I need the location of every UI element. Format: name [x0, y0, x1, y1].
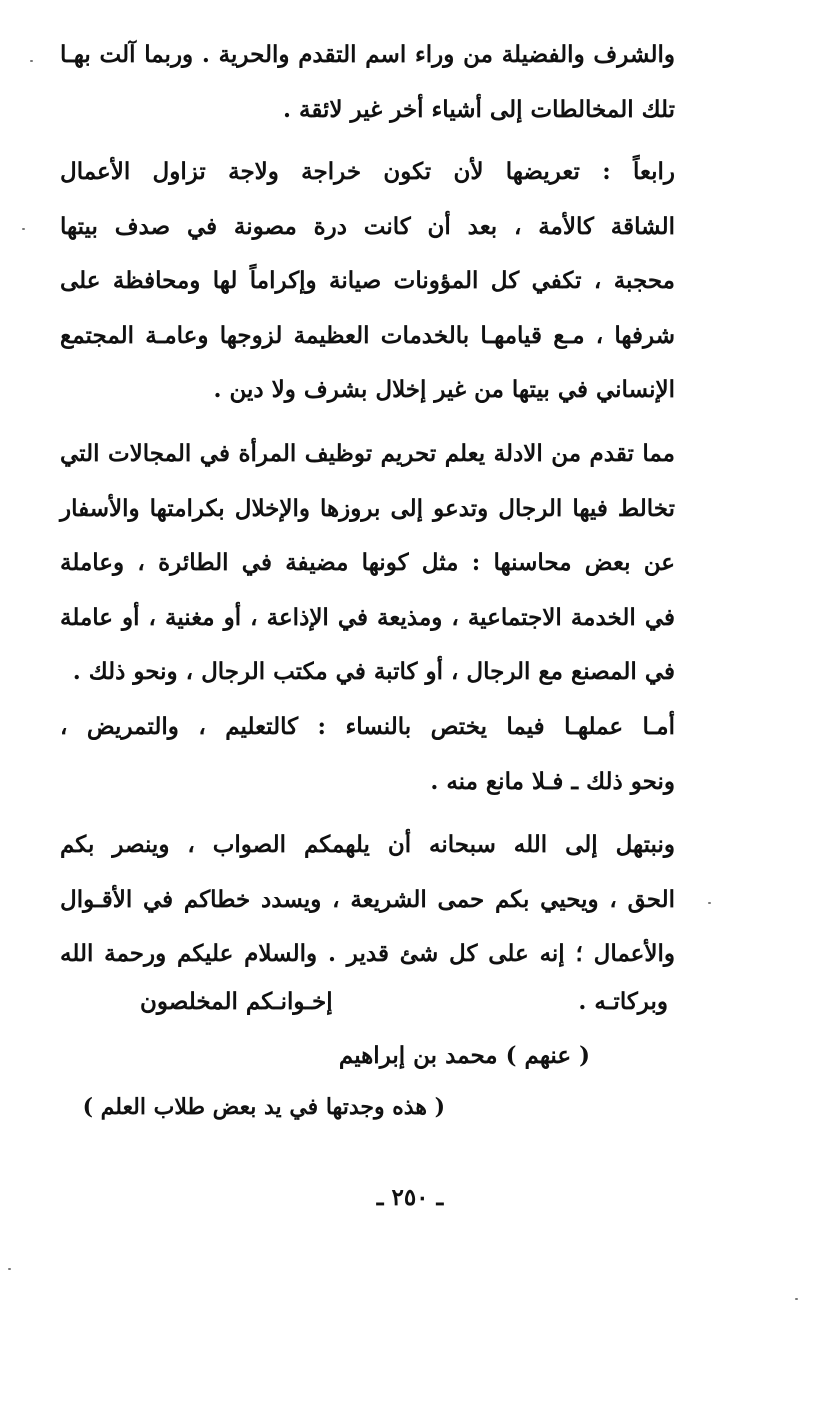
text-line: تلك المخالطات إلى أشياء أخر غير لائقة .	[283, 95, 675, 123]
scan-speck	[795, 1298, 798, 1300]
text-line: ونحو ذلك ـ فـلا مانع منه .	[430, 767, 675, 795]
text-line: والأعمال ؛ إنه على كل شئ قدير . والسلام عليكم ورحمة الله	[60, 940, 675, 967]
page-number: ـ ٢٥٠ ـ	[376, 1184, 444, 1211]
scan-speck	[8, 1268, 11, 1270]
scan-speck	[22, 228, 25, 230]
signature: إخـوانـكم المخلصون	[140, 988, 333, 1015]
text-line: شرفها ، مـع قيامهـا بالخدمات العظيمة لزوجها وعامـة المجتمع	[60, 321, 675, 349]
text-line: محجبة ، تكفي كل المؤونات صيانة وإكراماً لها ومحافظة على	[60, 267, 675, 294]
text-line: والشرف والفضيلة من وراء اسم التقدم والحرية . وربما آلت بهـا	[60, 41, 675, 68]
text-line: مما تقدم من الادلة يعلم تحريم توظيف المرأة في المجالات التي	[60, 440, 675, 467]
closing-word: وبركاتـه .	[578, 988, 668, 1015]
text-line: رابعاً : تعريضها لأن تكون خراجة ولاجة تزاول الأعمال	[60, 158, 675, 185]
text-line: في المصنع مع الرجال ، أو كاتبة في مكتب الرجال ، ونحو ذلك .	[72, 658, 675, 685]
paragraph-1	[60, 28, 675, 137]
paragraph-5	[60, 818, 675, 982]
text-line: ونبتهل إلى الله سبحانه أن يلهمكم الصواب ، وينصر بكم	[60, 831, 675, 858]
paragraph-2	[60, 145, 675, 418]
scan-speck	[30, 60, 33, 62]
text-line: الحق ، ويحيي بكم حمى الشريعة ، ويسدد خطاكم في الأقـوال	[60, 885, 675, 913]
text-line: الشاقة كالأمة ، بعد أن كانت درة مصونة في صدف بيتها	[60, 212, 675, 240]
author-line: ( عنهم ) محمد بن إبراهيم	[338, 1042, 590, 1069]
paragraph-3	[60, 427, 675, 700]
text-line: أمـا عملهـا فيما يختص بالنساء : كالتعليم ، والتمريض ،	[60, 713, 675, 740]
text-line: الإنساني في بيتها من غير إخلال بشرف ولا دين .	[213, 376, 675, 403]
scan-speck	[708, 902, 711, 904]
paragraph-4	[60, 700, 675, 809]
text-line: عن بعض محاسنها : مثل كونها مضيفة في الطائرة ، وعاملة	[60, 549, 675, 576]
text-line: في الخدمة الاجتماعية ، ومذيعة في الإذاعة ، أو مغنية ، أو عاملة	[60, 603, 675, 631]
text-line: تخالط فيها الرجال وتدعو إلى بروزها والإخلال بكرامتها والأسفار	[60, 494, 675, 522]
source-note: ( هذه وجدتها في يد بعض طلاب العلم )	[82, 1094, 445, 1120]
